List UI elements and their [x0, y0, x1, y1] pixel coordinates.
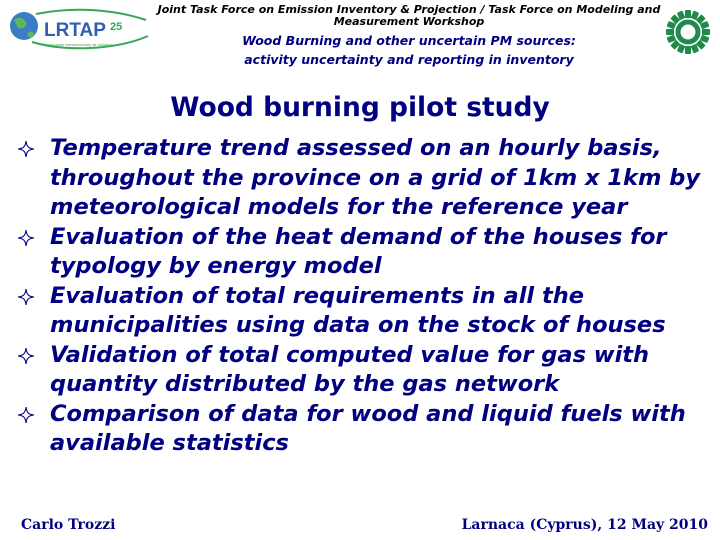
four-point-star-bullet-icon	[18, 141, 34, 157]
unece-emblem-icon	[664, 8, 712, 56]
bullet-item	[16, 134, 716, 223]
bullet-text: Comparison of data for wood and liquid fuels with available statistics	[50, 400, 686, 456]
workshop-title: Joint Task Force on Emission Inventory & Projection / Task Force on Modeling and Measurement Workshop	[157, 3, 661, 28]
bullet-text: Evaluation of total requirements in all the municipalities using data on the stock of houses	[50, 282, 666, 338]
svg-text:Long-range transboundary air p: Long-range transboundary air pollution	[44, 42, 113, 47]
bullet-list	[16, 134, 716, 459]
four-point-star-bullet-icon	[18, 230, 34, 246]
bullet-text: Validation of total computed value for gas with quantity distributed by the gas network	[50, 341, 650, 397]
four-point-star-bullet-icon	[18, 348, 34, 364]
four-point-star-bullet-icon	[18, 407, 34, 423]
bullet-item	[16, 282, 716, 341]
bullet-item	[16, 223, 716, 282]
bullet-item	[16, 400, 716, 459]
footer-author: Carlo Trozzi	[21, 517, 116, 533]
lrtap-logo-graphic	[6, 6, 156, 56]
svg-text:25: 25	[110, 21, 123, 33]
four-point-star-bullet-icon	[18, 289, 34, 305]
slide-header	[156, 4, 662, 69]
session-subtitle-line-1: Wood Burning and other uncertain PM sources:	[242, 33, 576, 48]
bullet-text: Evaluation of the heat demand of the houses for typology by energy model	[50, 223, 667, 279]
session-subtitle	[156, 31, 662, 69]
session-subtitle-line-2: activity uncertainty and reporting in inventory	[244, 52, 574, 67]
lrtap-logo	[6, 6, 156, 56]
bullet-item	[16, 341, 716, 400]
footer-place-date: Larnaca (Cyprus), 12 May 2010	[461, 517, 708, 533]
svg-text:LRTAP: LRTAP	[44, 20, 106, 41]
bullet-text: Temperature trend assessed on an hourly basis, throughout the province on a grid of 1km x 1km by meteorological models for the reference year	[50, 135, 701, 220]
slide-title: Wood burning pilot study	[170, 92, 550, 123]
